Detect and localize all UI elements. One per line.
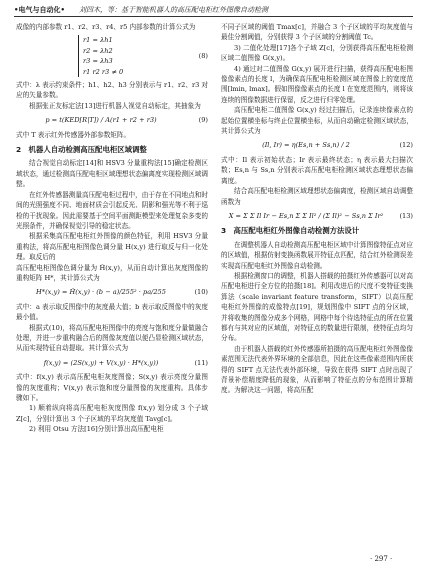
paragraph: 式中：λ 表示约束条件；h1、h2、h3 分别表示与 r1、r2、r3 对应的矢量参数。 [16, 81, 208, 100]
section-heading: 3 高压配电柜红外图像自动检测方法设计 [221, 226, 360, 236]
running-header [14, 4, 413, 17]
equation-body: (Il, Ir) = η(Es,n + Ss,n) / 2 [262, 141, 350, 150]
equation-10 [16, 287, 208, 297]
paragraph: 结合高压配电柜检测区域理想状态偏离度，检测区域自动调整函数为 [221, 187, 413, 206]
equation-body: f(x,y) = (2S(x,y) + V(x,y) · H*(x,y)) [43, 358, 159, 367]
paragraph: 式中：Il 表示初始状态；Ir 表示最终状态；η 表示最大扫描次数；Es,n 与 Ss,n 分别表示高压配电柜检测区域状态理想状态偏离度。 [221, 155, 413, 185]
equation-number: (9) [198, 116, 208, 125]
paragraph: 式中 T 表示红外传感器外部参数矩阵。 [16, 130, 131, 139]
equation-number: (12) [399, 141, 413, 150]
paragraph: 式中：f(x,y) 表示高压配电柜灰度图像；S(x,y) 表示亮度分量图像的灰度重构；V(x,y) 表示饱和度分量图像的灰度重构。具体步骤如下。 [16, 373, 208, 402]
equation-body: X = Σ Σ Il Ir − Es,n Σ Σ Il² / (Σ Il)² − Ss,n Σ Ir² [228, 211, 384, 220]
equation-13 [221, 211, 413, 221]
equation-number: (13) [399, 211, 413, 220]
equation-8 [16, 35, 208, 77]
equation-line: r2 = λh2 [83, 46, 113, 55]
paragraph: 2) 利用 Otsu 方法[16]分别计算出高压配电柜 [29, 425, 164, 434]
equation-system [78, 35, 186, 77]
journal-name: •电气与自动化• [14, 6, 65, 14]
paragraph: 根据张正友标定法[13]进行机器人视觉自动标定，其抽象为 [29, 101, 201, 110]
paragraph: 根据式(10)，将高压配电柜图像中的亮度与饱和度分量做融合处理，并进一步重构融合后的图像灰度值以便凸显检测区域状态，从而实现特征自动提取。其计算公式为 [16, 323, 208, 353]
equation-number: (11) [194, 358, 208, 367]
paragraph: 结合视觉自动标定[14]和 HSV3 分量重构法[15]确定检测区域状态，通过检测高压配电柜区域理想状态偏离度实现检测区域调整。 [16, 159, 208, 189]
equation-body: p = t(KED[R|T]) / A(r1 + r2 + r3) [45, 116, 157, 125]
paragraph: 高压配电柜二值图像 G(x,y) 经过扫描后，记录连续像素点的起始位置横坐标与终止位置横坐标，从而自动确定检测区域状态，其计算公式为 [221, 106, 413, 136]
paragraph: 根据检测窗口的调整，机器人搭载的拍摄红外传感器可以对高压配电柜进行全方位的拍摄[18]。利用改进后的尺度不变特征变换算法（scale invariant feature transform，SIFT）以高压配电柜红外图像的成像特点[19]，规划图像中 SIFT 点的分区域，并将收集的图像分成多个网格，网格中每个待选特征点的所在位置都有与其对应的区域值，对特征点的数量进行限制，使特征点均匀分布。 [221, 271, 413, 343]
left-column [16, 22, 208, 435]
paragraph: 高压配电柜图像色调分量为 Ĥ(x,y)，从而自动计算出灰度图像的重构矩阵 H*，其计算公式为 [16, 263, 208, 282]
equation-line: r3 = λh3 [83, 57, 113, 66]
paragraph: 成像的内部参数 r1、r2、r3、r4、r5 内部参数的计算公式为 [16, 23, 196, 31]
paragraph: 在红外传感器测量高压配电柜过程中，由于存在不同地点和时间的光照强度不同、地面材质会引起反光、阴影和强光等不利于巡检的干扰现象。因此需要基于空间平面测距模型来处理复杂多变的光照条件，并确保视觉引导的稳定状态。 [16, 190, 208, 230]
running-title: 刘四木，等：基于智能机器人的高压配电柜红外图像自动检测 [78, 6, 268, 14]
paragraph: 4) 通过对二值图像 G(x,y) 展开进行扫描，获得高压配电柜图像像素点的长度 l，为确保高压配电柜检测区域在图像上的宽度范围[lmin, lmax]。假如图像像素点的长度 l 在宽度范围内，则将该连续的图像数据进行保留，反之进行归零处理。 [221, 64, 413, 104]
equation-9 [16, 115, 208, 125]
paragraph: 由于机器人搭载的红外传感器所拍摄的高压配电柜红外图像像素范围无法代表外界环境的全部信息，因此在这些像素范围内所获得的 SIFT 点无法代表外部环境，导致在获得 SIFT 点时出现了背景补偿精度降低的现象，从而影响了特征点的分布范围计算精度。为解决这一问题，将高压配 [221, 344, 413, 395]
equation-12 [221, 140, 413, 150]
equation-line: r1 = λh1 [83, 36, 113, 45]
equation-line: r1 r2 r3 ≠ 0 [83, 67, 124, 76]
right-column [221, 22, 413, 396]
equation-number: (8) [198, 52, 208, 61]
paragraph: 不同子区域的阈值 Tmax[c]，并融合 3 个子区域的平均灰度值与最佳分割阈值，分别获得 3 个子区域的分割阈值 Tc。 [221, 23, 413, 42]
paragraph: 式中：a 表示取反图像中的灰度最大值；b 表示取反图像中的灰度最小值。 [16, 302, 208, 322]
paragraph: 3) 二值化处理[17]各个子域 Z[c]，分别获得高压配电柜检测区域二值图像 G(x,y)。 [221, 43, 413, 63]
equation-number: (10) [194, 288, 208, 297]
paragraph: 根据采集高压配电柜红外图像的颜色特征，利用 HSV3 分量重构法，将高压配电柜图像色调分量 H(x,y) 进行取反与归一化处理。取反后的 [16, 232, 208, 262]
equation-body: H*(x,y) = Ĥ(x,y) · (b − a)/255² · pa/255 [36, 288, 166, 297]
page-number: · 297 · [370, 555, 393, 563]
equation-11 [16, 358, 208, 368]
section-heading: 2 机器人自动检测高压配电柜区域调整 [16, 145, 147, 155]
paragraph: 1) 顺着纵向将高压配电柜灰度图像 f(x,y) 划分成 3 个子域 Z[c]，分别计算出 3 个子区域的平均灰度值 Tavg[c]。 [16, 404, 208, 423]
paragraph: 在调整机器人自动检测高压配电柜区域中计算图像特征点对应的区域值，根据仿射变换函数展开特征点匹配，结合红外检测误差实现高压配电柜红外图像自动检测。 [221, 240, 413, 270]
